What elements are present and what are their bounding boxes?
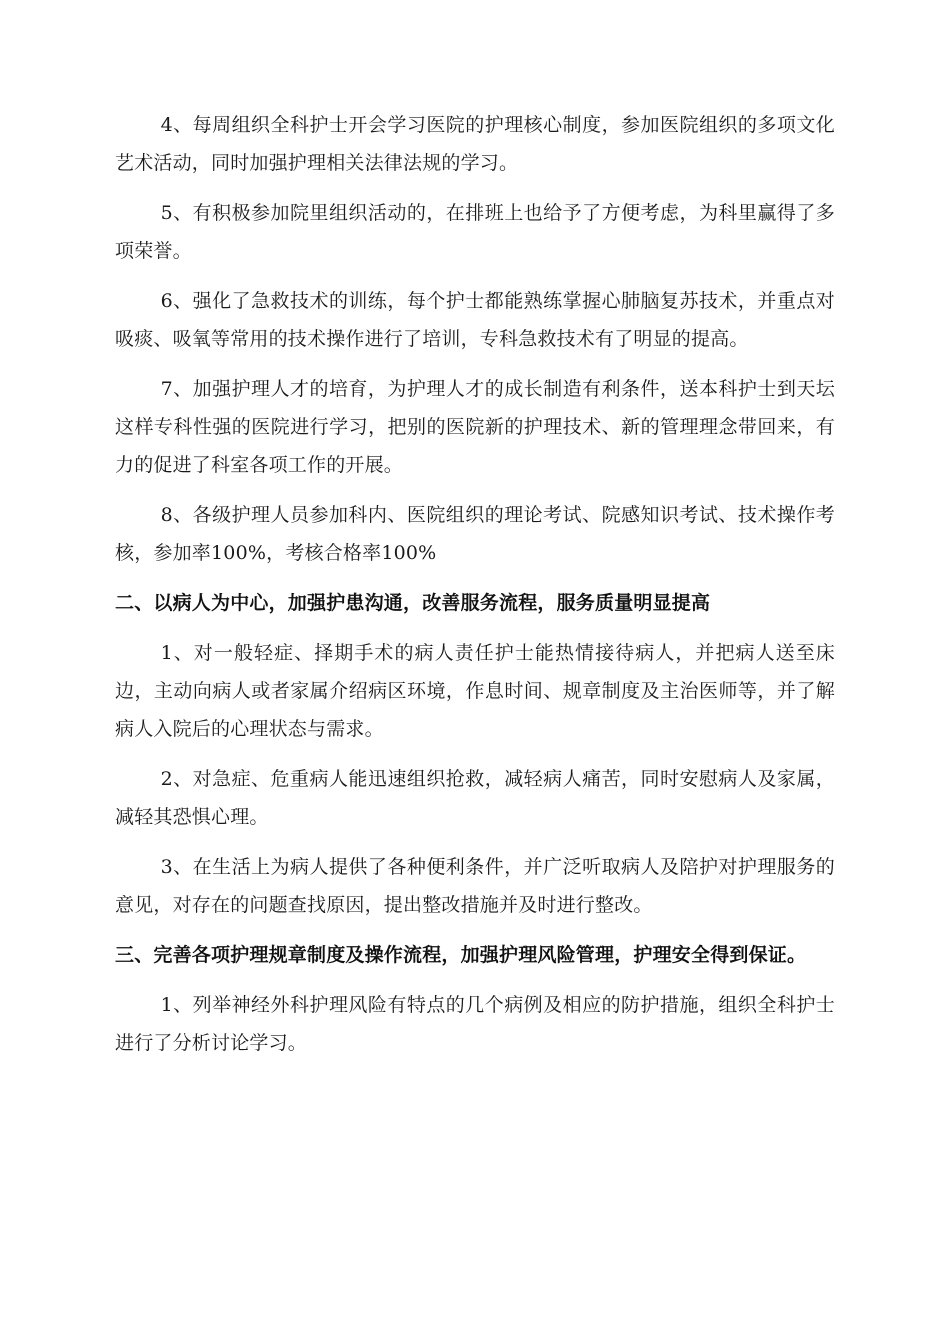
section-heading-2: 二、以病人为中心，加强护患沟通，改善服务流程，服务质量明显提高 — [115, 592, 711, 614]
paragraph-item-5: 5、有积极参加院里组织活动的，在排班上也给予了方便考虑，为科里赢得了多项荣誉。 — [115, 202, 835, 262]
paragraph-section2-item-2: 2、对急症、危重病人能迅速组织抢救，减轻病人痛苦，同时安慰病人及家属，减轻其恐惧心理。 — [115, 768, 835, 828]
section-heading-3: 三、完善各项护理规章制度及操作流程，加强护理风险管理，护理安全得到保证。 — [115, 944, 807, 966]
document-body — [115, 106, 835, 1074]
paragraph-item-8: 8、各级护理人员参加科内、医院组织的理论考试、院感知识考试、技术操作考核，参加率100%，考核合格率100% — [115, 504, 835, 564]
paragraph-item-6: 6、强化了急救技术的训练，每个护士都能熟练掌握心肺脑复苏技术，并重点对吸痰、吸氧等常用的技术操作进行了培训，专科急救技术有了明显的提高。 — [115, 290, 835, 350]
paragraph-section2-item-1: 1、对一般轻症、择期手术的病人责任护士能热情接待病人，并把病人送至床边，主动向病人或者家属介绍病区环境，作息时间、规章制度及主治医师等，并了解病人入院后的心理状态与需求。 — [115, 642, 835, 740]
paragraph-item-7: 7、加强护理人才的培育，为护理人才的成长制造有利条件，送本科护士到天坛这样专科性强的医院进行学习，把别的医院新的护理技术、新的管理理念带回来，有力的促进了科室各项工作的开展。 — [115, 378, 835, 476]
paragraph-item-4: 4、每周组织全科护士开会学习医院的护理核心制度，参加医院组织的多项文化艺术活动，同时加强护理相关法律法规的学习。 — [115, 114, 835, 174]
paragraph-section2-item-3: 3、在生活上为病人提供了各种便利条件，并广泛听取病人及陪护对护理服务的意见，对存在的问题查找原因，提出整改措施并及时进行整改。 — [115, 856, 835, 916]
paragraph-section3-item-1: 1、列举神经外科护理风险有特点的几个病例及相应的防护措施，组织全科护士进行了分析讨论学习。 — [115, 994, 835, 1054]
